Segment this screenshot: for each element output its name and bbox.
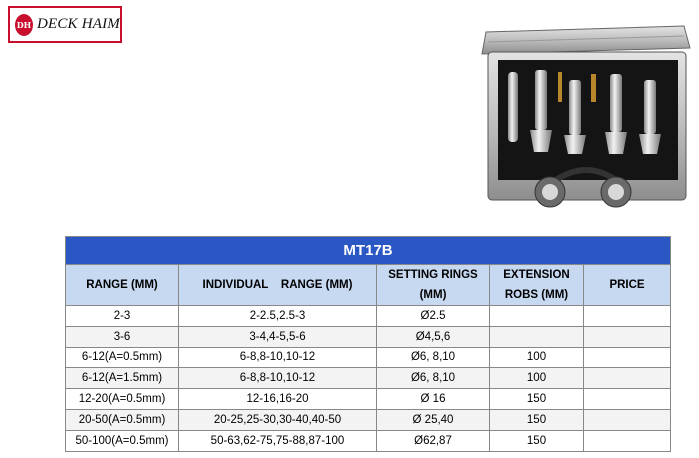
cell-setting-rings: Ø6, 8,10 [377,368,490,389]
cell-setting-rings: Ø62,87 [377,430,490,451]
cell-setting-rings: Ø6, 8,10 [377,347,490,368]
table-row [66,326,671,347]
column-header-individual-range: INDIVIDUAL RANGE (MM) [179,265,377,306]
table-row [66,430,671,451]
cell-extension-robs: 100 [490,368,584,389]
cell-individual-range: 6-8,8-10,10-12 [179,347,377,368]
cell-setting-rings: Ø 25,40 [377,409,490,430]
table-row [66,347,671,368]
cell-range: 20-50(A=0.5mm) [66,409,179,430]
cell-extension-robs: 150 [490,409,584,430]
cell-extension-robs [490,326,584,347]
cell-setting-rings: Ø 16 [377,389,490,410]
cell-price [584,326,671,347]
cell-price [584,409,671,430]
spec-table [65,236,671,452]
table-row [66,368,671,389]
cell-range: 12-20(A=0.5mm) [66,389,179,410]
cell-price [584,347,671,368]
column-header-setting-rings: SETTING RINGS (MM) [377,265,490,306]
cell-range: 2-3 [66,306,179,327]
cell-price [584,306,671,327]
cell-price [584,430,671,451]
cell-extension-robs: 150 [490,430,584,451]
cell-individual-range: 50-63,62-75,75-88,87-100 [179,430,377,451]
table-row [66,389,671,410]
table-title: MT17B [66,237,671,265]
cell-setting-rings: Ø4,5,6 [377,326,490,347]
product-photo [478,24,694,210]
cell-setting-rings: Ø2.5 [377,306,490,327]
column-header-range: RANGE (MM) [66,265,179,306]
brand-logo [8,6,122,43]
column-header-extension-robs: EXTENSION ROBS (MM) [490,265,584,306]
cell-individual-range: 20-25,25-30,30-40,40-50 [179,409,377,430]
cell-extension-robs: 100 [490,347,584,368]
cell-price [584,389,671,410]
logo-seal-icon: DH [15,14,33,36]
cell-range: 6-12(A=1.5mm) [66,368,179,389]
cell-individual-range: 6-8,8-10,10-12 [179,368,377,389]
cell-range: 50-100(A=0.5mm) [66,430,179,451]
table-row [66,306,671,327]
table-row [66,409,671,430]
cell-price [584,368,671,389]
cell-individual-range: 12-16,16-20 [179,389,377,410]
cell-extension-robs: 150 [490,389,584,410]
column-header-price: PRICE [584,265,671,306]
cell-extension-robs [490,306,584,327]
cell-range: 3-6 [66,326,179,347]
cell-individual-range: 3-4,4-5,5-6 [179,326,377,347]
cell-individual-range: 2-2.5,2.5-3 [179,306,377,327]
cell-range: 6-12(A=0.5mm) [66,347,179,368]
logo-text: DECK HAIM [36,16,120,32]
